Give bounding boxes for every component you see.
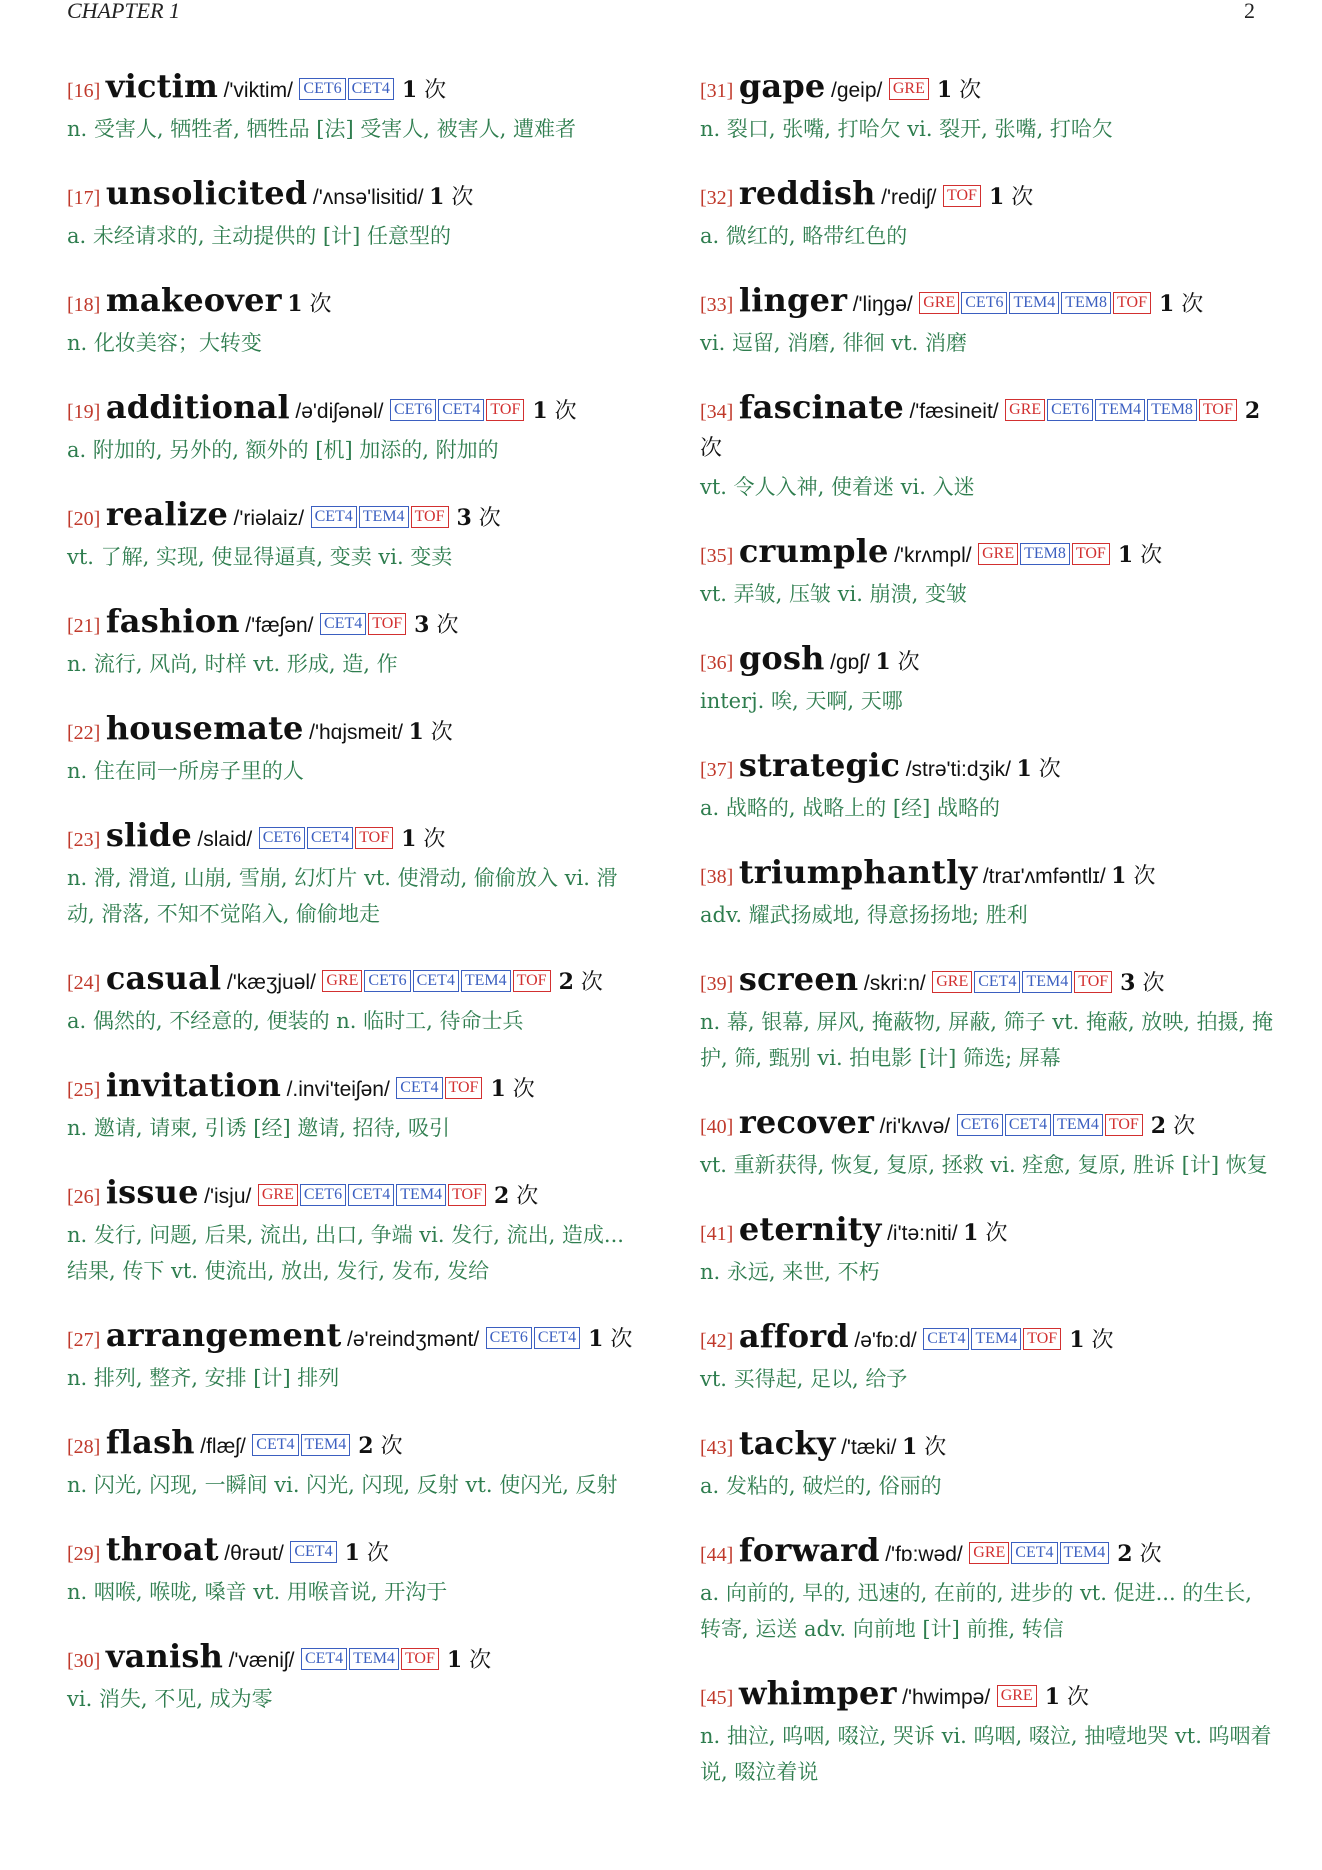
- exam-tag: TOF: [401, 1648, 439, 1670]
- occurrence-count: 2 次: [358, 1433, 403, 1459]
- definition: n. 化妆美容；大转变: [67, 331, 262, 355]
- entry-index: [22]: [67, 722, 101, 744]
- exam-tag: TOF: [411, 506, 449, 528]
- definition: a. 战略的, 战略上的 [经] 战略的: [700, 796, 1000, 820]
- entry-index: [26]: [67, 1186, 101, 1208]
- entry-headline: [67, 1424, 642, 1465]
- definition: n. 邀请, 请柬, 引诱 [经] 邀请, 招待, 吸引: [67, 1116, 451, 1140]
- entry-headline: [700, 1675, 1275, 1716]
- headword: eternity: [738, 1210, 882, 1248]
- pronunciation: /'tæki/: [841, 1436, 897, 1459]
- exam-tag: CET4: [301, 1648, 347, 1670]
- entry-headline: [700, 961, 1275, 1002]
- left-column: [67, 68, 642, 1745]
- exam-tag: CET4: [290, 1541, 336, 1563]
- word-entry: [700, 854, 1275, 933]
- headword: realize: [105, 495, 229, 533]
- headword: recover: [738, 1103, 875, 1141]
- entry-headline: [67, 68, 642, 109]
- word-entry: [700, 175, 1275, 254]
- exam-tag: GRE: [258, 1184, 298, 1206]
- entry-index: [40]: [700, 1116, 734, 1138]
- definition: n. 受害人, 牺牲者, 牺牲品 [法] 受害人, 被害人, 遭难者: [67, 117, 577, 141]
- occurrence-count: 1 次: [344, 1540, 389, 1566]
- exam-tag: CET6: [486, 1327, 532, 1349]
- exam-tag: TEM4: [1095, 399, 1145, 421]
- entry-index: [18]: [67, 294, 101, 316]
- headword: casual: [105, 959, 222, 997]
- word-entry: [67, 1174, 642, 1289]
- word-entry: [700, 1318, 1275, 1397]
- entry-index: [23]: [67, 829, 101, 851]
- word-entry: [67, 1067, 642, 1146]
- occurrence-count: 1 次: [408, 719, 453, 745]
- definition: a. 未经请求的, 主动提供的 [计] 任意型的: [67, 224, 451, 248]
- exam-tag: TOF: [445, 1077, 483, 1099]
- entry-index: [44]: [700, 1544, 734, 1566]
- page-number: 2: [1244, 0, 1255, 23]
- definition: n. 排列, 整齐, 安排 [计] 排列: [67, 1366, 340, 1390]
- occurrence-count: 1 次: [1111, 863, 1156, 889]
- pronunciation: /'hɑjsmeit/: [309, 721, 403, 744]
- entry-headline: [700, 282, 1275, 323]
- exam-tag: TEM4: [301, 1434, 351, 1456]
- entry-headline: [700, 1104, 1275, 1145]
- entry-index: [27]: [67, 1329, 101, 1351]
- headword: fascinate: [738, 388, 904, 426]
- exam-tag: TEM4: [1053, 1114, 1103, 1136]
- word-entry: [67, 68, 642, 147]
- entry-headline: [67, 817, 642, 858]
- definition: n. 住在同一所房子里的人: [67, 759, 304, 783]
- exam-tag: CET4: [311, 506, 357, 528]
- occurrence-count: 2 次: [700, 398, 1261, 461]
- definition: n. 永远, 来世, 不朽: [700, 1260, 880, 1284]
- definition: a. 发粘的, 破烂的, 俗丽的: [700, 1474, 942, 1498]
- occurrence-count: 1 次: [963, 1220, 1008, 1246]
- pronunciation: /gɒʃ/: [830, 651, 870, 674]
- entry-index: [33]: [700, 294, 734, 316]
- entry-index: [16]: [67, 80, 101, 102]
- headword: strategic: [738, 746, 901, 784]
- exam-tag: GRE: [919, 292, 959, 314]
- entry-index: [25]: [67, 1079, 101, 1101]
- entry-index: [39]: [700, 973, 734, 995]
- entry-index: [19]: [67, 401, 101, 423]
- exam-tag: TEM4: [461, 970, 511, 992]
- headword: screen: [738, 960, 859, 998]
- entry-headline: [67, 1174, 642, 1215]
- pronunciation: /i'tə:niti/: [887, 1222, 958, 1245]
- exam-tag: CET6: [957, 1114, 1003, 1136]
- entry-index: [17]: [67, 187, 101, 209]
- exam-tag: CET6: [364, 970, 410, 992]
- pronunciation: /.invi'teiʃən/: [286, 1078, 390, 1101]
- headword: whimper: [738, 1674, 897, 1712]
- exam-tag: TOF: [448, 1184, 486, 1206]
- pronunciation: /'fæsineit/: [909, 400, 999, 423]
- word-entry: [700, 961, 1275, 1076]
- definition: vt. 令人入神, 使着迷 vi. 入迷: [700, 475, 975, 499]
- exam-tag: TEM4: [359, 506, 409, 528]
- word-entry: [67, 710, 642, 789]
- entry-headline: [67, 1067, 642, 1108]
- pronunciation: /traɪ'ʌmfəntlɪ/: [982, 865, 1106, 888]
- word-entry: [700, 640, 1275, 719]
- pronunciation: /'fæʃən/: [245, 614, 314, 637]
- occurrence-count: 1 次: [1069, 1327, 1114, 1353]
- occurrence-count: 1 次: [1016, 756, 1061, 782]
- word-entry: [700, 1211, 1275, 1290]
- exam-tag: CET4: [1005, 1114, 1051, 1136]
- definition: interj. 唉, 天啊, 天哪: [700, 689, 903, 713]
- definition: n. 咽喉, 喉咙, 嗓音 vt. 用喉音说, 开沟于: [67, 1580, 448, 1604]
- exam-tag: TEM4: [1022, 971, 1072, 993]
- definition: vt. 重新获得, 恢复, 复原, 拯救 vi. 痊愈, 复原, 胜诉 [计] 恢复: [700, 1153, 1268, 1177]
- pronunciation: /strə'ti:dʒik/: [905, 758, 1011, 781]
- definition: n. 滑, 滑道, 山崩, 雪崩, 幻灯片 vt. 使滑动, 偷偷放入 vi. 滑动, 滑落, 不知不觉陷入, 偷偷地走: [67, 866, 618, 926]
- headword: makeover: [105, 281, 282, 319]
- entry-index: [20]: [67, 508, 101, 530]
- occurrence-count: 1 次: [588, 1326, 633, 1352]
- word-entry: [700, 389, 1275, 505]
- page-header: [67, 0, 1255, 28]
- entry-headline: [700, 175, 1275, 216]
- word-entry: [700, 747, 1275, 826]
- occurrence-count: 1 次: [936, 77, 982, 103]
- definition: n. 流行, 风尚, 时样 vt. 形成, 造, 作: [67, 652, 398, 676]
- definition: adv. 耀武扬威地, 得意扬扬地; 胜利: [700, 903, 1028, 927]
- headword: linger: [738, 281, 848, 319]
- exam-tag: CET4: [974, 971, 1020, 993]
- headword: triumphantly: [738, 853, 978, 891]
- entry-index: [21]: [67, 615, 101, 637]
- headword: gosh: [738, 639, 825, 677]
- entry-headline: [67, 960, 642, 1001]
- headword: unsolicited: [105, 174, 308, 212]
- definition: vt. 买得起, 足以, 给予: [700, 1367, 908, 1391]
- exam-tag: GRE: [997, 1685, 1037, 1707]
- headword: additional: [105, 388, 290, 426]
- exam-tag: TOF: [1074, 971, 1112, 993]
- headword: vanish: [105, 1637, 224, 1675]
- headword: tacky: [738, 1424, 836, 1462]
- exam-tag: CET6: [961, 292, 1007, 314]
- exam-tag: CET6: [299, 78, 345, 100]
- definition: n. 裂口, 张嘴, 打哈欠 vi. 裂开, 张嘴, 打哈欠: [700, 117, 1113, 141]
- exam-tag: TOF: [486, 399, 524, 421]
- definition: vi. 逗留, 消磨, 徘徊 vt. 消磨: [700, 331, 967, 355]
- occurrence-count: 2 次: [1117, 1541, 1162, 1567]
- pronunciation: /'krʌmpl/: [894, 544, 972, 567]
- word-entry: [67, 817, 642, 932]
- occurrence-count: 3 次: [414, 612, 459, 638]
- entry-headline: [700, 1318, 1275, 1359]
- right-column: [700, 68, 1275, 1818]
- pronunciation: /'kæʒjuəl/: [226, 971, 316, 994]
- pronunciation: /ri'kʌvə/: [879, 1115, 951, 1138]
- entry-index: [42]: [700, 1330, 734, 1352]
- entry-headline: [700, 533, 1275, 574]
- word-entry: [67, 1531, 642, 1610]
- word-entry: [67, 175, 642, 254]
- occurrence-count: 1 次: [1158, 291, 1204, 317]
- occurrence-count: 1 次: [401, 77, 447, 103]
- occurrence-count: 1 次: [875, 649, 920, 675]
- headword: housemate: [105, 709, 304, 747]
- occurrence-count: 1 次: [988, 184, 1034, 210]
- pronunciation: /'rediʃ/: [881, 186, 937, 209]
- occurrence-count: 1 次: [1044, 1684, 1090, 1710]
- word-entry: [700, 282, 1275, 361]
- occurrence-count: 2 次: [494, 1183, 539, 1209]
- entry-headline: [67, 1317, 642, 1358]
- entry-headline: [67, 603, 642, 644]
- word-entry: [700, 1675, 1275, 1790]
- entry-headline: [700, 1425, 1275, 1466]
- exam-tag: TEM8: [1061, 292, 1111, 314]
- pronunciation: /ə'fɒ:d/: [854, 1329, 917, 1352]
- exam-tag: TOF: [943, 185, 981, 207]
- headword: crumple: [738, 532, 889, 570]
- entry-index: [24]: [67, 972, 101, 994]
- pronunciation: /θrəut/: [224, 1542, 284, 1565]
- exam-tag: CET4: [307, 827, 353, 849]
- occurrence-count: 1 次: [429, 184, 474, 210]
- occurrence-count: 1 次: [1117, 542, 1163, 568]
- occurrence-count: 2 次: [558, 969, 603, 995]
- entry-index: [31]: [700, 80, 734, 102]
- pronunciation: /'væniʃ/: [228, 1649, 295, 1672]
- pronunciation: /slaid/: [197, 828, 253, 851]
- exam-tag: TEM8: [1020, 543, 1070, 565]
- word-entry: [700, 1425, 1275, 1504]
- occurrence-count: 1 次: [532, 398, 577, 424]
- exam-tag: GRE: [889, 78, 929, 100]
- entry-index: [36]: [700, 652, 734, 674]
- exam-tag: TOF: [355, 827, 393, 849]
- pronunciation: /ə'reindʒmənt/: [346, 1328, 480, 1351]
- headword: flash: [105, 1423, 195, 1461]
- headword: issue: [105, 1173, 199, 1211]
- exam-tag: CET4: [923, 1328, 969, 1350]
- definition: n. 闪光, 闪现, 一瞬间 vi. 闪光, 闪现, 反射 vt. 使闪光, 反射: [67, 1473, 618, 1497]
- entry-index: [38]: [700, 866, 734, 888]
- word-entry: [67, 960, 642, 1039]
- word-entry: [67, 496, 642, 575]
- entry-headline: [67, 389, 642, 430]
- entry-index: [43]: [700, 1437, 734, 1459]
- entry-headline: [700, 747, 1275, 788]
- entry-index: [35]: [700, 545, 734, 567]
- word-entry: [700, 1104, 1275, 1183]
- headword: reddish: [738, 174, 876, 212]
- pronunciation: /'liŋgə/: [852, 293, 913, 316]
- exam-tag: GRE: [969, 1542, 1009, 1564]
- exam-tag: TOF: [1105, 1114, 1143, 1136]
- headword: forward: [738, 1531, 880, 1569]
- word-entry: [700, 533, 1275, 612]
- definition: n. 幕, 银幕, 屏风, 掩蔽物, 屏蔽, 筛子 vt. 掩蔽, 放映, 拍摄, 掩护, 筛, 甄别 vi. 拍电影 [计] 筛选; 屏幕: [700, 1010, 1274, 1070]
- pronunciation: /'ʌnsə'lisitid/: [312, 186, 424, 209]
- word-entry: [700, 1532, 1275, 1647]
- exam-tag: GRE: [322, 970, 362, 992]
- entry-index: [32]: [700, 187, 734, 209]
- word-entry: [67, 603, 642, 682]
- headword: slide: [105, 816, 192, 854]
- entry-index: [45]: [700, 1687, 734, 1709]
- entry-index: [41]: [700, 1223, 734, 1245]
- exam-tag: TEM4: [971, 1328, 1021, 1350]
- occurrence-count: 3 次: [456, 505, 501, 531]
- exam-tag: TOF: [1072, 543, 1110, 565]
- exam-tag: CET6: [1047, 399, 1093, 421]
- exam-tag: TEM4: [1060, 1542, 1110, 1564]
- definition: vi. 消失, 不见, 成为零: [67, 1687, 273, 1711]
- pronunciation: /'isju/: [204, 1185, 252, 1208]
- occurrence-count: 1 次: [901, 1434, 947, 1460]
- occurrence-count: 2 次: [1150, 1113, 1196, 1139]
- exam-tag: CET6: [259, 827, 305, 849]
- entry-headline: [67, 282, 642, 323]
- entry-index: [34]: [700, 401, 734, 423]
- entry-headline: [67, 496, 642, 537]
- headword: victim: [105, 67, 219, 105]
- occurrence-count: 1 次: [490, 1076, 535, 1102]
- pronunciation: /'hwimpə/: [902, 1686, 991, 1709]
- entry-headline: [67, 1531, 642, 1572]
- occurrence-count: 1 次: [287, 291, 332, 317]
- pronunciation: /'riəlaiz/: [233, 507, 305, 530]
- word-entry: [67, 1317, 642, 1396]
- entry-index: [37]: [700, 759, 734, 781]
- word-entry: [700, 68, 1275, 147]
- exam-tag: TEM4: [349, 1648, 399, 1670]
- definition: a. 偶然的, 不经意的, 便装的 n. 临时工, 待命士兵: [67, 1009, 524, 1033]
- definition: vt. 了解, 实现, 使显得逼真, 变卖 vi. 变卖: [67, 545, 453, 569]
- headword: invitation: [105, 1066, 282, 1104]
- exam-tag: CET4: [438, 399, 484, 421]
- occurrence-count: 3 次: [1120, 970, 1165, 996]
- occurrence-count: 1 次: [446, 1647, 492, 1673]
- exam-tag: TOF: [513, 970, 551, 992]
- exam-tag: CET4: [396, 1077, 442, 1099]
- chapter-title: CHAPTER 1: [67, 0, 181, 23]
- pronunciation: /'fɒ:wəd/: [885, 1543, 963, 1566]
- entry-headline: [700, 1211, 1275, 1252]
- exam-tag: GRE: [932, 971, 972, 993]
- exam-tag: CET6: [300, 1184, 346, 1206]
- pronunciation: /ə'diʃənəl/: [295, 400, 384, 423]
- exam-tag: TEM8: [1147, 399, 1197, 421]
- entry-headline: [700, 854, 1275, 895]
- occurrence-count: 1 次: [401, 826, 446, 852]
- word-entry: [67, 282, 642, 361]
- entry-index: [29]: [67, 1543, 101, 1565]
- entry-headline: [700, 1532, 1275, 1573]
- entry-headline: [700, 389, 1275, 467]
- exam-tag: CET4: [1011, 1542, 1057, 1564]
- word-entry: [67, 1424, 642, 1503]
- definition: a. 向前的, 早的, 迅速的, 在前的, 进步的 vt. 促进... 的生长, 转寄, 运送 adv. 向前地 [计] 前推, 转信: [700, 1581, 1252, 1641]
- definition: a. 附加的, 另外的, 额外的 [机] 加添的, 附加的: [67, 438, 499, 462]
- entry-headline: [67, 710, 642, 751]
- entry-index: [28]: [67, 1436, 101, 1458]
- entry-headline: [700, 640, 1275, 681]
- entry-index: [30]: [67, 1650, 101, 1672]
- pronunciation: /geip/: [830, 79, 883, 102]
- headword: afford: [738, 1317, 849, 1355]
- pronunciation: /'viktim/: [223, 79, 293, 102]
- pronunciation: /skri:n/: [863, 972, 926, 995]
- word-entry: [67, 1638, 642, 1717]
- exam-tag: TEM4: [1009, 292, 1059, 314]
- headword: throat: [105, 1530, 219, 1568]
- headword: gape: [738, 67, 826, 105]
- exam-tag: GRE: [1005, 399, 1045, 421]
- headword: fashion: [105, 602, 240, 640]
- pronunciation: /flæʃ/: [200, 1435, 246, 1458]
- headword: arrangement: [105, 1316, 342, 1354]
- exam-tag: CET4: [534, 1327, 580, 1349]
- definition: a. 微红的, 略带红色的: [700, 224, 908, 248]
- exam-tag: CET6: [390, 399, 436, 421]
- exam-tag: TOF: [1023, 1328, 1061, 1350]
- exam-tag: TOF: [1113, 292, 1151, 314]
- exam-tag: CET4: [348, 1184, 394, 1206]
- exam-tag: TEM4: [396, 1184, 446, 1206]
- definition: vt. 弄皱, 压皱 vi. 崩溃, 变皱: [700, 582, 967, 606]
- entry-headline: [67, 175, 642, 216]
- entry-headline: [700, 68, 1275, 109]
- word-entry: [67, 389, 642, 468]
- exam-tag: CET4: [413, 970, 459, 992]
- exam-tag: TOF: [1199, 399, 1237, 421]
- entry-headline: [67, 1638, 642, 1679]
- exam-tag: CET4: [320, 613, 366, 635]
- definition: n. 抽泣, 呜咽, 啜泣, 哭诉 vi. 呜咽, 啜泣, 抽噎地哭 vt. 呜咽着说, 啜泣着说: [700, 1724, 1272, 1784]
- exam-tag: GRE: [978, 543, 1018, 565]
- exam-tag: CET4: [348, 78, 394, 100]
- definition: n. 发行, 问题, 后果, 流出, 出口, 争端 vi. 发行, 流出, 造成... 结果, 传下 vt. 使流出, 放出, 发行, 发布, 发给: [67, 1223, 624, 1283]
- exam-tag: TOF: [368, 613, 406, 635]
- exam-tag: CET4: [252, 1434, 298, 1456]
